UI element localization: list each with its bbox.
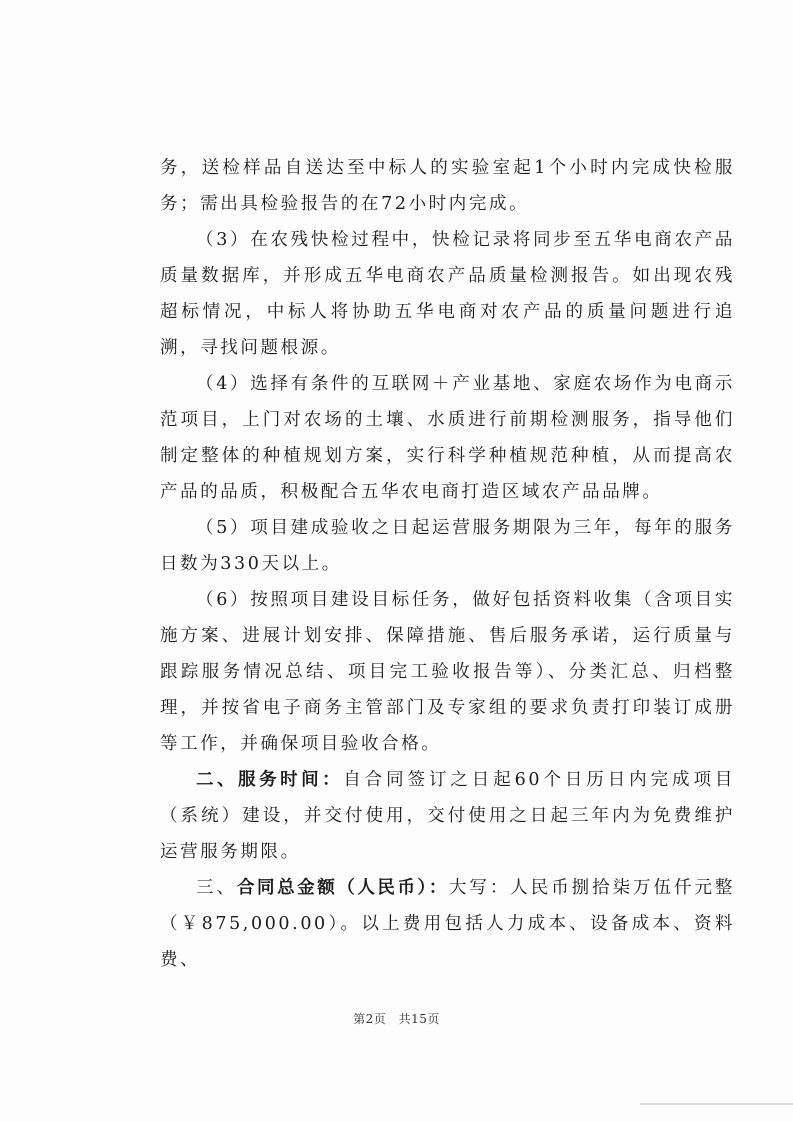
contract-amount-heading: 合同总金额（人民币）：	[236, 878, 449, 898]
page-footer	[0, 1010, 793, 1027]
body-text	[160, 150, 735, 978]
contract-amount-text: 大写：人民币捌拾柒万伍仟元整（￥875,000.00）。以上费用包括人力成本、设备成本、资料费、	[160, 878, 736, 970]
service-time-text: 自合同签订之日起60个日历日内完成项目（系统）建设，并交付使用，交付使用之日起三年内为免费维护运营服务期限。	[160, 770, 735, 862]
scan-edge-line	[640, 1103, 793, 1105]
page-total: 共15页	[398, 1012, 440, 1026]
service-time-heading: 二、服务时间：	[196, 770, 344, 790]
paragraph-item-5: （5）项目建成验收之日起运营服务期限为三年，每年的服务日数为330天以上。	[160, 518, 735, 574]
paragraph-quick-test-service: 务，送检样品自送达至中标人的实验室起1个小时内完成快检服务；需出具检验报告的在72小时内完成。	[160, 158, 735, 214]
paragraph-item-6: （6）按照项目建设目标任务，做好包括资料收集（含项目实施方案、进展计划安排、保障措施、售后服务承诺，运行质量与跟踪服务情况总结、项目完工验收报告等）、分类汇总、归档整理，并按省电子商务主管部门及专家组的要求负责打印装订成册等工作，并确保项目验收合格。	[160, 590, 735, 754]
paragraph-item-3: （3）在农残快检过程中，快检记录将同步至五华电商农产品质量数据库，并形成五华电商农产品质量检测报告。如出现农残超标情况，中标人将协助五华电商对农产品的质量问题进行追溯，寻找问题根源。	[160, 230, 735, 358]
paragraph-item-4: （4）选择有条件的互联网＋产业基地、家庭农场作为电商示范项目，上门对农场的土壤、水质进行前期检测服务，指导他们制定整体的种植规划方案，实行科学种植规范种植，从而提高农产品的品质，积极配合五华农电商打造区域农产品品牌。	[160, 374, 735, 502]
contract-amount-heading-prefix: 三、	[196, 878, 237, 898]
section-contract-amount	[160, 870, 735, 978]
page-number: 第2页	[353, 1012, 387, 1026]
section-service-time	[160, 762, 735, 870]
